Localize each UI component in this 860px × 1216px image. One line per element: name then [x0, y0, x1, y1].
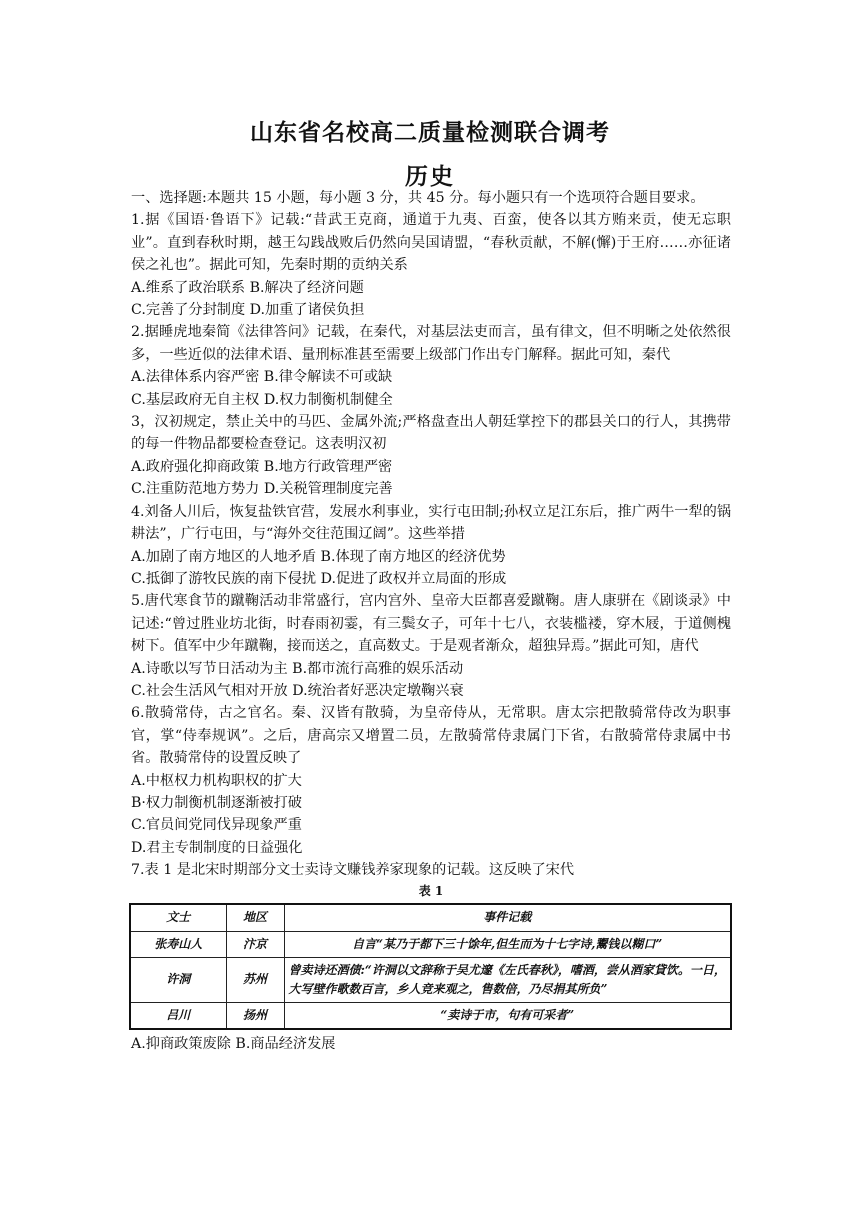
question-7-options-ab: A.抑商政策废除 B.商品经济发展	[131, 1035, 336, 1052]
subject-title: 历史	[405, 163, 455, 190]
table-cell: 吕川	[130, 1002, 226, 1029]
question-7-stem: 7.表 1 是北宋时期部分文士卖诗文赚钱养家现象的记载。这反映了宋代	[131, 862, 575, 879]
question-2-options-ab: A.法律体系内容严密 B.律令解读不可或缺	[131, 369, 393, 386]
question-6-stem: 6.散骑常侍，古之官名。秦、汉皆有散骑，为皇帝侍从，无常职。唐太宗把散骑常侍改为职事官，掌“侍奉规讽”。之后，唐高宗又增置二员，左散骑常侍隶属门下省，右散骑常侍隶属中书省。散骑常侍的设置反映了	[131, 705, 731, 767]
question-2-stem: 2.据睡虎地秦简《法律答问》记载，在秦代，对基层法吏而言，虽有律文，但不明晰之处依然很多，一些近似的法律术语、量刑标准甚至需要上级部门作出专门解释。据此可知，秦代	[131, 324, 731, 363]
question-1-options-ab: A.维系了政治联系 B.解决了经济问题	[131, 279, 364, 296]
question-5-options-cd: C.社会生活风气相对开放 D.统治者好恶决定墩鞠兴衰	[131, 682, 464, 699]
table-header-cell: 事件记载	[284, 904, 731, 932]
exam-title: 山东省名校高二质量检测联合调考	[250, 119, 610, 146]
question-3-options-cd: C.注重防范地方势力 D.关税管理制度完善	[131, 481, 393, 498]
table-header-cell: 文士	[130, 904, 226, 932]
question-1-options-cd: C.完善了分封制度 D.加重了诸侯负担	[131, 302, 365, 319]
table-row	[130, 1002, 731, 1029]
question-2-options-cd: C.基层政府无自主权 D.权力制衡机制健全	[131, 391, 393, 408]
question-5-options-ab: A.诗歌以写节日活动为主 B.都市流行高雅的娱乐活动	[131, 660, 464, 677]
question-6-option-d: D.君主专制制度的日益强化	[131, 839, 303, 856]
question-1-stem: 1.据《国语·鲁语下》记载:“昔武王克商，通道于九夷、百蛮，使各以其方贿来贡，使无忘职业”。直到春秋时期，越王勾践战败后仍然向吴国请盟，“春秋贡献，不解(懈)于王府……亦征诸侯之礼也”。据此可知，先秦时期的贡纳关系	[131, 212, 731, 274]
table-cell: 扬州	[226, 1002, 284, 1029]
question-5-stem: 5.唐代寒食节的蹴鞠活动非常盛行，宫内宫外、皇帝大臣都喜爱蹴鞠。唐人康骈在《剧谈录》中记述:“曾过胜业坊北街，时春雨初霎，有三鬓女子，可年十七八，衣装槛褛，穿木屐，于道侧槐树下。值军中少年蹴鞠，接而送之，直高数丈。于是观者渐众，超独异焉。”据此可知，唐代	[131, 593, 731, 655]
table-cell: 曾卖诗还酒债:“许洞以文辞称于吴尤邃《左氏春秋》，嗜酒，尝从酒家貸饮。一日，大写壁作歌数百言，乡人竞来观之，售数倍，乃尽捐其所负”	[284, 957, 731, 1002]
table-row	[130, 931, 731, 957]
section-intro: 一、选择题:本题共 15 小题，每小题 3 分，共 45 分。每小题只有一个选项符合题目要求。	[131, 190, 705, 206]
table-cell: 苏州	[226, 957, 284, 1002]
question-4-options-ab: A.加剧了南方地区的人地矛盾 B.体现了南方地区的经济优势	[131, 548, 506, 565]
question-6-option-a: A.中枢权力机构职权的扩大	[131, 772, 302, 789]
table-cell: 汴京	[226, 931, 284, 957]
question-6-option-b: B·权力制衡机制逐渐被打破	[131, 794, 302, 811]
table-cell: 自言“某乃于都下三十馀年,但生而为十七字诗,鬻钱以糊口”	[284, 931, 731, 957]
table-caption: 表 1	[418, 883, 444, 898]
table-cell: 许洞	[130, 957, 226, 1002]
question-4-options-cd: C.抵御了游牧民族的南下侵扰 D.促进了政权并立局面的形成	[131, 570, 507, 587]
question-3-stem: 3，汉初规定，禁止关中的马匹、金属外流;严格盘查出人朝廷掌控下的郡县关口的行人，其携带的每一件物品都要检查登记。这表明汉初	[131, 414, 731, 453]
table-header-row	[130, 904, 731, 932]
table-cell: 张寿山人	[130, 931, 226, 957]
table-cell: “卖诗于市，句有可采者”	[284, 1002, 731, 1029]
question-6-option-c: C.官员间党同伐异现象严重	[131, 817, 302, 834]
question-3-options-ab: A.政府强化抑商政策 B.地方行政管理严密	[131, 458, 393, 475]
question-4-stem: 4.刘备人川后，恢复盐铁官营，发展水利事业，实行屯田制;孙权立足江东后，推广两牛一犁的锅耕法”，广行屯田，与“海外交往范围辽阔”。这些举措	[131, 503, 732, 543]
records-table	[129, 903, 732, 1030]
table-row	[130, 957, 731, 1002]
table-header-cell: 地区	[226, 904, 284, 932]
exam-content	[131, 187, 731, 1055]
